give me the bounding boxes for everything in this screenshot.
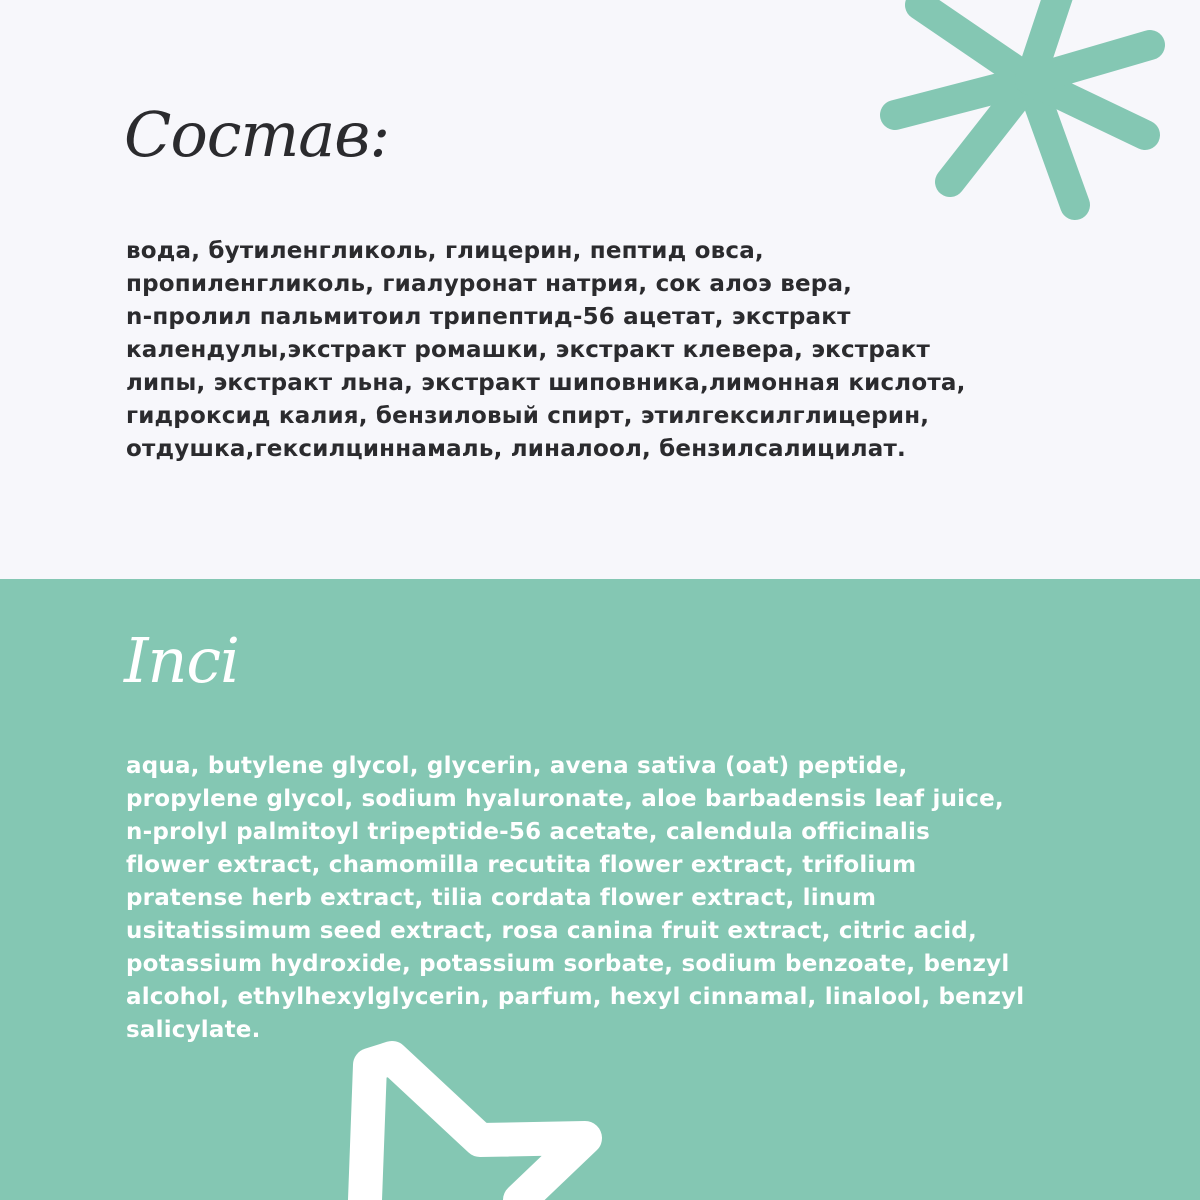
composition-section bbox=[0, 0, 1200, 579]
composition-text bbox=[126, 235, 1126, 466]
inci-line: aqua, butylene glycol, glycerin, avena sativa (oat) peptide, bbox=[126, 753, 908, 779]
composition-line: вода, бутиленгликоль, глицерин, пептид овса, bbox=[126, 238, 764, 264]
inci-line: flower extract, chamomilla recutita flower extract, trifolium bbox=[126, 852, 917, 878]
composition-line: отдушка,гексилциннамаль, линалоол, бензилсалицилат. bbox=[126, 436, 906, 462]
inci-line: pratense herb extract, tilia cordata flower extract, linum bbox=[126, 885, 877, 911]
inci-text bbox=[126, 750, 1126, 1047]
inci-line: salicylate. bbox=[126, 1017, 261, 1043]
inci-line: potassium hydroxide, potassium sorbate, sodium benzoate, benzyl bbox=[126, 951, 1010, 977]
composition-line: липы, экстракт льна, экстракт шиповника,лимонная кислота, bbox=[126, 370, 966, 396]
inci-section bbox=[0, 579, 1200, 1200]
composition-heading: Состав: bbox=[124, 98, 390, 171]
composition-line: гидроксид калия, бензиловый спирт, этилгексилглицерин, bbox=[126, 403, 930, 429]
composition-line: n-пролил пальмитоил трипептид-56 ацетат, экстракт bbox=[126, 304, 851, 330]
star-outline-icon bbox=[330, 1019, 630, 1200]
inci-heading: Inci bbox=[124, 624, 239, 697]
inci-line: usitatissimum seed extract, rosa canina fruit extract, citric acid, bbox=[126, 918, 977, 944]
composition-line: пропиленгликоль, гиалуронат натрия, сок алоэ вера, bbox=[126, 271, 853, 297]
inci-line: propylene glycol, sodium hyaluronate, aloe barbadensis leaf juice, bbox=[126, 786, 1004, 812]
inci-line: alcohol, ethylhexylglycerin, parfum, hexyl cinnamal, linalool, benzyl bbox=[126, 984, 1025, 1010]
composition-line: календулы,экстракт ромашки, экстракт клевера, экстракт bbox=[126, 337, 931, 363]
inci-line: n-prolyl palmitoyl tripeptide-56 acetate, calendula officinalis bbox=[126, 819, 930, 845]
asterisk-icon bbox=[860, 0, 1180, 240]
